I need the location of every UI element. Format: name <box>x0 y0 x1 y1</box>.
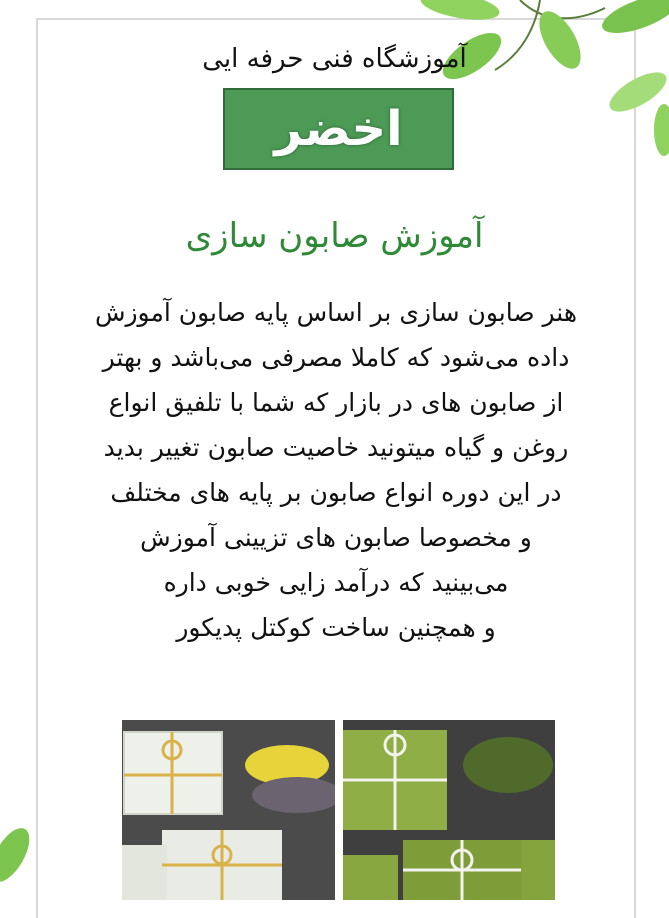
course-title: آموزش صابون سازی <box>185 216 484 256</box>
description-line: در این دوره انواع صابون بر پایه های مختلف <box>110 478 562 507</box>
description-line: روغن و گیاه میتونید خاصیت صابون تغییر بدید <box>103 433 569 462</box>
description-line: هنر صابون سازی بر اساس پایه صابون آموزش <box>94 298 578 327</box>
description-line: می‌بینید که درآمد زایی خوبی داره <box>163 568 509 597</box>
green-soap-photo <box>343 720 555 900</box>
description-line: داده می‌شود که کاملا مصرفی می‌باشد و بهتر <box>102 343 570 372</box>
description-line: و همچنین ساخت کوکتل پدیکور <box>176 613 496 642</box>
white-soap-photo <box>122 720 335 900</box>
description-line: از صابون های در بازار که شما با تلفیق انواع <box>108 388 564 417</box>
description-text <box>34 290 638 650</box>
brand-logo-box <box>223 88 454 170</box>
bottom-left-leaf-decoration <box>0 825 40 900</box>
brand-name: اخضر <box>274 101 403 157</box>
description-line: و مخصوصا صابون های تزیینی آموزش <box>140 523 532 552</box>
institute-name: آموزشگاه فنی حرفه ایی <box>202 44 467 74</box>
